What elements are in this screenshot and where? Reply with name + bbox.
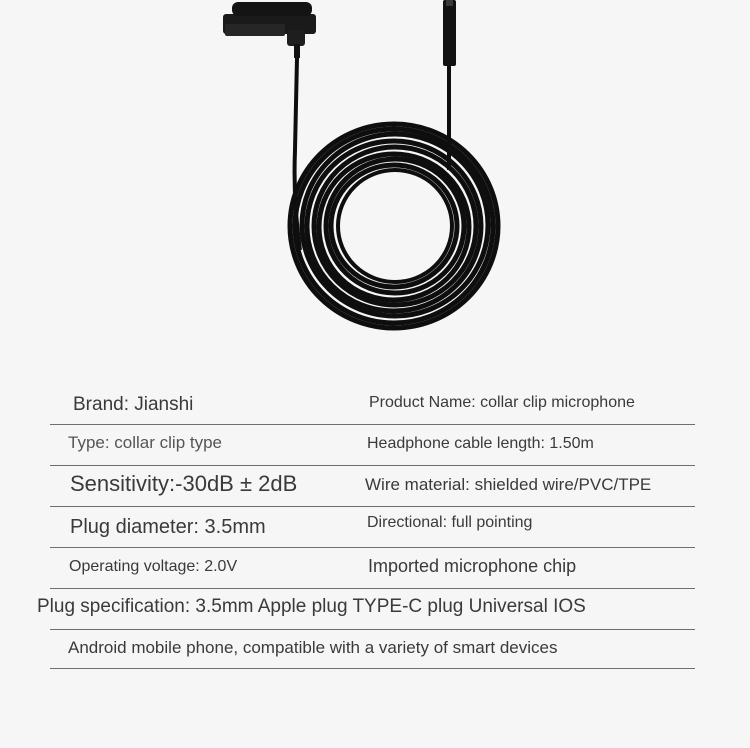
spec-type: Type: collar clip type (68, 433, 223, 452)
spec-row (50, 630, 695, 669)
cable-coil (290, 124, 498, 328)
spec-row (50, 466, 695, 507)
spec-row (50, 548, 695, 589)
spec-row (50, 507, 695, 548)
spec-operating-voltage: Operating voltage: 2.0V (69, 558, 238, 575)
spec-plug-specification: Plug specification: 3.5mm Apple plug TYPE-C plug Universal IOS (37, 596, 586, 617)
lavalier-microphone-icon (0, 0, 750, 360)
spec-row (50, 380, 695, 425)
spec-compatibility: Android mobile phone, compatible with a variety of smart devices (68, 638, 558, 657)
spec-row (37, 589, 695, 630)
spec-brand: Brand: Jianshi (73, 394, 194, 415)
spec-plug-diameter: Plug diameter: 3.5mm (70, 516, 266, 538)
spec-row (50, 425, 695, 466)
spec-wire-material: Wire material: shielded wire/PVC/TPE (365, 475, 652, 494)
spec-cable-length: Headphone cable length: 1.50m (367, 435, 594, 452)
spec-product-name: Product Name: collar clip microphone (369, 394, 635, 411)
microphone-clip (223, 2, 316, 58)
spec-chip: Imported microphone chip (368, 556, 577, 576)
spec-sensitivity: Sensitivity:-30dB ± 2dB (70, 471, 298, 496)
spec-directional: Directional: full pointing (367, 514, 533, 531)
